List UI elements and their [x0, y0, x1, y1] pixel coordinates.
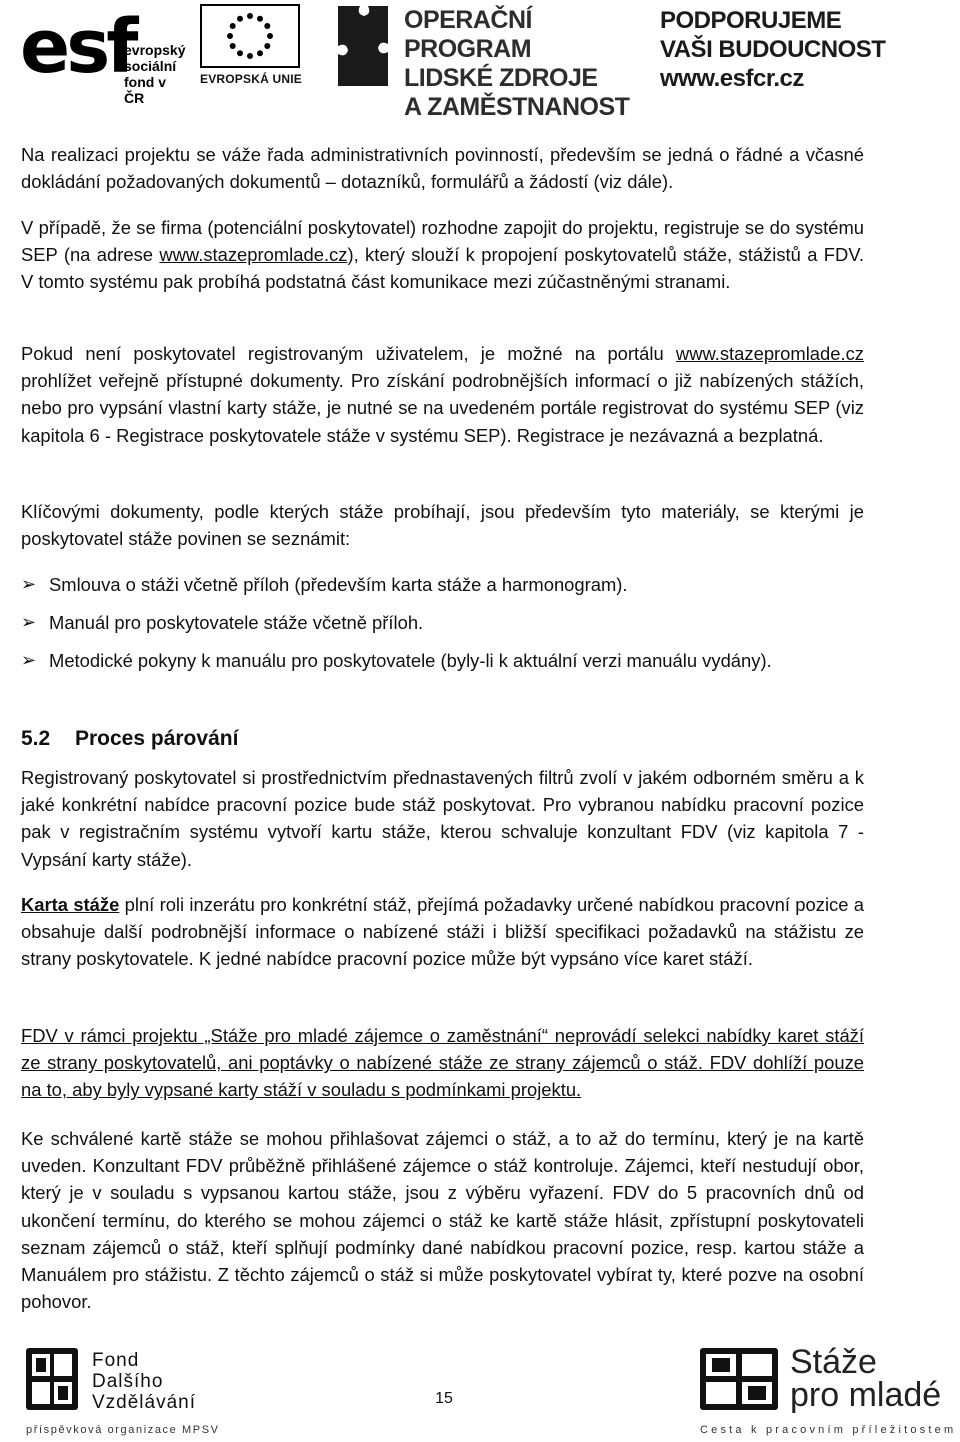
fdv-subtitle: příspěvková organizace MPSV	[26, 1424, 220, 1436]
op-program-title	[404, 6, 644, 122]
op-line: LIDSKÉ ZDROJE	[404, 64, 598, 92]
paragraph-process: Registrovaný poskytovatel si prostřednictvím přednastavených filtrů zvolí v jakém odborném směru a k jaké konkrétní nabídce pracovní pozice bude stáž poskytovat. Pro vybranou nabídku pracovní pozice pak v registračním systému vytvoří kartu stáže, kterou schvaluje konzultant FDV (viz kapitola 7 - Vypsání karty stáže).	[21, 767, 864, 870]
section-title: Proces párování	[75, 727, 239, 750]
esf-line: fond v ČR	[124, 74, 166, 106]
paragraph-applications: Ke schválené kartě stáže se mohou přihlašovat zájemci o stáž, a to až do termínu, který je na kartě uveden. Konzultant FDV průběžně přihlášené zájemce o stáž kontroluje. Zájemci, kteří nestudují obor, který je v souladu s vypsanou kartou stáže, jsou z výběru vyřazení. FDV do 5 pracovních dnů od ukončení termínu, do kterého se mohou zájemci o stáž ke kartě stáže hlásit, zpřístupní poskytovateli seznam zájemců o stáž, kteří splňují podmínky dané nabídkou pracovní pozice, resp. kartou stáže a Manuálem pro stážistu. Z těchto zájemců o stáž si může poskytovatel vybírat ty, které pozve na osobní pohovor.	[21, 1128, 864, 1313]
list-item-text: Smlouva o stáži včetně příloh (především karta stáže a harmonogram).	[49, 574, 628, 595]
fdv-logo-icon	[26, 1348, 78, 1410]
fdv-line: Dalšího	[92, 1371, 164, 1392]
list-item-text: Manuál pro poskytovatele stáže včetně příloh.	[49, 612, 424, 633]
esf-logo-caption	[124, 42, 190, 106]
section-number: 5.2	[21, 727, 51, 750]
arrow-bullet-icon: ➢	[21, 612, 37, 632]
section-heading	[21, 726, 238, 752]
text-span: ), který slouží k propojení poskytovatelů stáže, stážistů a FDV. V tomto systému pak probíhá podstatná část komunikace mezi zúčastněnými stranami.	[21, 244, 865, 293]
esf-line: sociální	[124, 58, 177, 74]
support-line: VAŠI BUDOUCNOST	[660, 36, 886, 63]
op-line: OPERAČNÍ PROGRAM	[404, 6, 532, 63]
eu-flag-icon	[200, 4, 300, 68]
staze-pro-mlade-name	[790, 1343, 942, 1414]
portal-link[interactable]: www.stazepromlade.cz	[675, 343, 864, 364]
text-span: Pokud není poskytovatel registrovaným uživatelem, je možné na portálu	[21, 343, 676, 364]
esf-logo-text: esf	[20, 4, 135, 90]
stp-line: Stáže	[790, 1343, 877, 1381]
portal-link[interactable]: www.stazepromlade.cz	[159, 244, 348, 266]
website-link[interactable]: www.esfcr.cz	[660, 65, 804, 92]
esf-line: evropský	[124, 42, 186, 58]
list-item	[21, 647, 864, 674]
esf-logo	[20, 4, 190, 106]
arrow-bullet-icon: ➢	[21, 574, 37, 594]
list-item	[21, 609, 864, 636]
arrow-bullet-icon: ➢	[21, 650, 37, 670]
paragraph-portal	[21, 340, 864, 449]
support-slogan	[660, 6, 890, 93]
text-span: prohlížet veřejně přístupné dokumenty. Pro získání podrobnějších informací o již nabízených stážích, nebo pro vypsání vlastní karty stáže, je nutné se na uvedeném portále registrovat do systému SEP (viz kapitola 6 - Registrace poskytovatele stáže v systému SEP). Registrace je nezávazná a bezplatná.	[21, 370, 864, 446]
paragraph-intro: Na realizaci projektu se váže řada administrativních povinností, především se jedná o řádné a včasné dokládání požadovaných dokumentů – dotazníků, formulářů a žádostí (viz dále).	[21, 144, 864, 193]
page-number: 15	[435, 1390, 453, 1407]
list-item-text: Metodické pokyny k manuálu pro poskytovatele (byly-li k aktuální verzi manuálu vydány).	[49, 650, 772, 671]
paragraph-registration	[21, 214, 864, 296]
term-karta-staze: Karta stáže	[21, 894, 120, 915]
puzzle-icon	[334, 4, 392, 88]
paragraph-documents: Klíčovými dokumenty, podle kterých stáže probíhají, jsou především tyto materiály, se kterými je poskytovatel stáže povinen se seznámit:	[21, 501, 864, 550]
text-span: plní roli inzerátu pro konkrétní stáž, přejímá požadavky určené nabídkou pracovní pozice a obsahuje další podrobnější informace o nabízené stáži i bližší specifikaci požadavků na stážistu ze strany poskytovatele. K jedné nabídce pracovní pozice může být vypsáno více karet stáží.	[21, 894, 864, 970]
staze-subtitle: Cesta k pracovním příležitostem	[700, 1424, 957, 1436]
stp-line: pro mladé	[790, 1376, 942, 1414]
fdv-name	[92, 1350, 196, 1413]
eu-label: EVROPSKÁ UNIE	[200, 72, 302, 86]
page-header	[0, 0, 960, 121]
support-line: PODPORUJEME	[660, 7, 842, 34]
paragraph-notice: FDV v rámci projektu „Stáže pro mladé zájemce o zaměstnání“ neprovádí selekci nabídky karet stáží ze strany poskytovatelů, ani poptávky o nabízené stáže ze strany zájemců o stáž. FDV dohlíží pouze na to, aby byly vypsané karty stáží v souladu s podmínkami projektu.	[21, 1025, 864, 1101]
fdv-line: Fond	[92, 1350, 140, 1371]
paragraph-card	[21, 891, 864, 973]
op-line: A ZAMĚSTNANOST	[404, 93, 630, 121]
list-item	[21, 571, 864, 598]
fdv-line: Vzdělávání	[92, 1392, 197, 1413]
text-span: V případě, že se firma (potenciální poskytovatel) rozhodne zapojit do projektu, registruje se do systému SEP (na adrese	[21, 217, 864, 266]
staze-logo-icon	[700, 1348, 778, 1410]
